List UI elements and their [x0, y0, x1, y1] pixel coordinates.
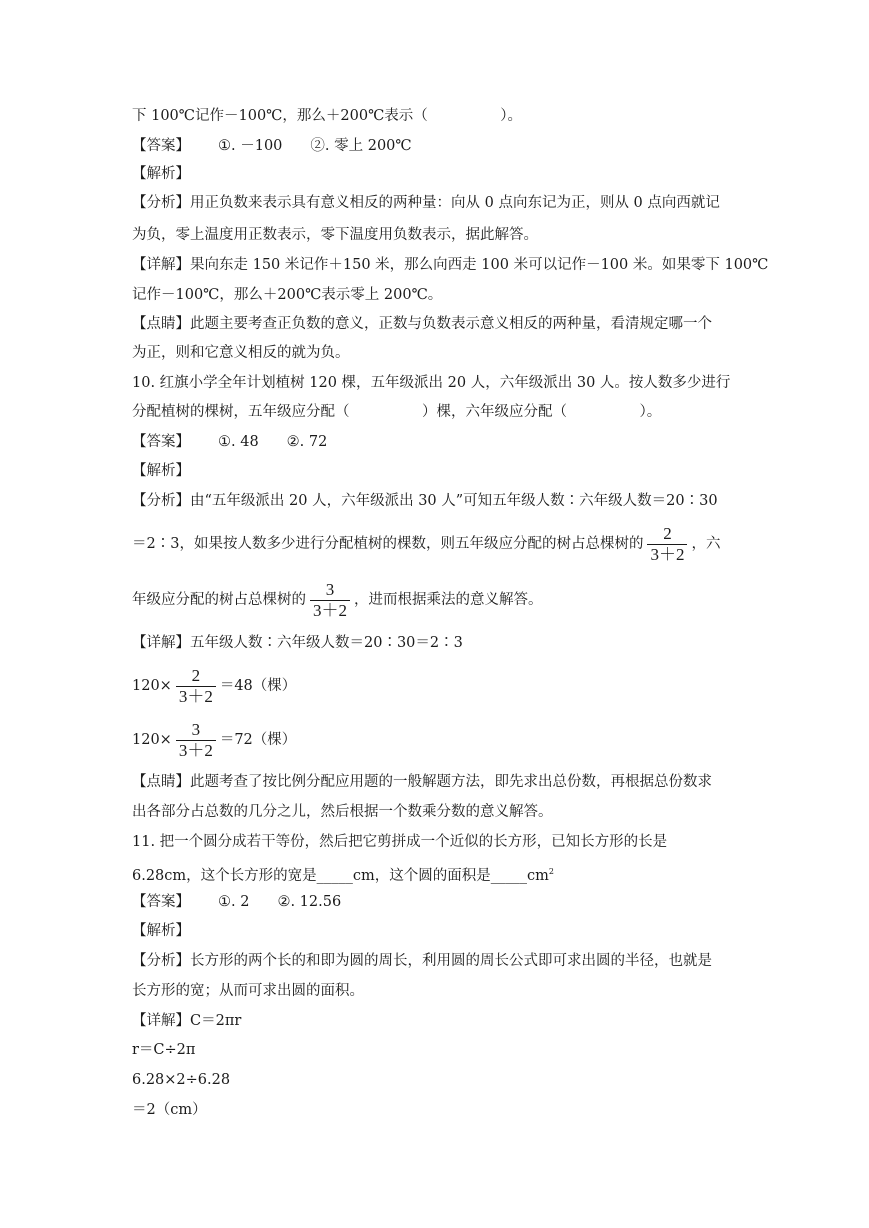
- fenxi-text: 年级应分配的树占总棵树的: [132, 592, 306, 608]
- fraction: [647, 524, 687, 565]
- calc-result: ＝72（棵）: [219, 732, 297, 748]
- xiangjie-text: 五年级人数∶六年级人数＝20∶30＝2∶3: [190, 635, 463, 651]
- q10-dianjing-line-1: [132, 772, 712, 792]
- q11-stem-text: 6.28cm，这个长方形的宽是_____cm，这个圆的面积是_____cm: [132, 867, 549, 884]
- dianjing-tag: 【点睛】: [132, 316, 190, 332]
- fenxi-text: 用正负数来表示具有意义相反的两种量：向从 0 点向东记为正，则从 0 点向西就记: [190, 195, 720, 211]
- dianjing-text: 此题主要考查正负数的意义，正数与负数表示意义相反的两种量，看清规定哪一个: [190, 316, 712, 332]
- answer-2: ②. 12.56: [277, 894, 342, 910]
- q11-line-2: r＝C÷2π: [132, 1042, 196, 1058]
- xiangjie-tag: 【详解】: [132, 1013, 190, 1029]
- q9-stem-tail: 下 100℃记作－100℃，那么＋200℃表示（ ）。: [132, 108, 523, 124]
- xiangjie-text: 果向东走 150 米记作＋150 米，那么向西走 100 米可以记作－100 米。如果零下 100℃: [190, 257, 769, 273]
- fraction-denominator: 3＋2: [310, 600, 350, 621]
- q11-xiangjie-line-1: [132, 1011, 241, 1031]
- fenxi-text: ，进而根据乘法的意义解答。: [354, 592, 543, 608]
- q10-fenxi-line-1: [132, 491, 718, 511]
- q11-line-4: ＝2（cm）: [132, 1102, 207, 1118]
- q10-analysis-tag: 【解析】: [132, 463, 190, 479]
- q10-calc-line-1: [132, 664, 296, 708]
- q11-line-3: 6.28×2÷6.28: [132, 1072, 231, 1088]
- q11-stem-line-1: 11. 把一个圆分成若干等份，然后把它剪拼成一个近似的长方形，已知长方形的长是: [132, 834, 668, 850]
- fenxi-tag: 【分析】: [132, 195, 190, 211]
- q11-analysis-tag: 【解析】: [132, 923, 190, 939]
- xiangjie-text: C＝2πr: [190, 1013, 242, 1029]
- q10-calc-line-2: [132, 718, 296, 762]
- q9-xiangjie-line-1: [132, 255, 768, 275]
- fenxi-text: ＝2∶3，如果按人数多少进行分配植树的棵数，则五年级应分配的树占总棵树的: [132, 536, 644, 552]
- fraction: [176, 666, 216, 707]
- answer-2: ②. 72: [286, 434, 328, 450]
- answer-tag: 【答案】: [132, 138, 190, 154]
- fraction-numerator: 2: [663, 523, 672, 543]
- q10-answer: [132, 432, 327, 452]
- q9-answer: [132, 136, 412, 156]
- fraction-numerator: 2: [191, 665, 201, 685]
- fenxi-tag: 【分析】: [132, 953, 190, 969]
- fraction-numerator: 3: [191, 719, 201, 739]
- q10-fenxi-line-2: [132, 522, 720, 566]
- fenxi-text: 由“五年级派出 20 人，六年级派出 30 人”可知五年级人数∶六年级人数＝20∶30: [190, 493, 718, 509]
- answer-1: ①. 2: [218, 894, 250, 910]
- q10-stem-line-1: 10. 红旗小学全年计划植树 120 棵，五年级派出 20 人，六年级派出 30 人。按人数多少进行: [132, 375, 731, 391]
- q9-xiangjie-line-2: 记作－100℃，那么＋200℃表示零上 200℃。: [132, 287, 443, 303]
- q9-fenxi-line-2: 为负，零上温度用正数表示，零下温度用负数表示，据此解答。: [132, 227, 538, 243]
- fraction-denominator: 3＋2: [176, 740, 216, 761]
- q10-xiangjie-line-1: [132, 633, 463, 653]
- answer-1: ①. －100: [218, 138, 283, 154]
- q10-fenxi-line-3: [132, 578, 543, 622]
- fenxi-tag: 【分析】: [132, 493, 190, 509]
- q11-fenxi-line-1: [132, 951, 712, 971]
- calc-result: ＝48（棵）: [219, 678, 297, 694]
- q9-fenxi-line-1: [132, 193, 720, 213]
- fraction-denominator: 3＋2: [647, 544, 687, 565]
- q9-dianjing-line-2: 为正，则和它意义相反的就为负。: [132, 345, 350, 361]
- fraction: [310, 580, 350, 621]
- fenxi-text: 长方形的两个长的和即为圆的周长，利用圆的周长公式即可求出圆的半径，也就是: [190, 953, 712, 969]
- q11-fenxi-line-2: 长方形的宽；从而可求出圆的面积。: [132, 983, 364, 999]
- q9-analysis-tag: 【解析】: [132, 166, 190, 182]
- answer-tag: 【答案】: [132, 894, 190, 910]
- calc-prefix: 120×: [132, 732, 172, 748]
- fraction-denominator: 3＋2: [176, 686, 216, 707]
- xiangjie-tag: 【详解】: [132, 257, 190, 273]
- q11-stem-line-2: [132, 862, 554, 886]
- superscript: 2: [548, 867, 554, 876]
- dianjing-tag: 【点睛】: [132, 774, 190, 790]
- fenxi-text: ，六: [691, 536, 721, 552]
- q10-stem-line-2: 分配植树的棵树，五年级应分配（ ）棵，六年级应分配（ ）。: [132, 404, 662, 420]
- xiangjie-tag: 【详解】: [132, 635, 190, 651]
- q10-dianjing-line-2: 出各部分占总数的几分之儿，然后根据一个数乘分数的意义解答。: [132, 804, 553, 820]
- q11-answer: [132, 892, 341, 912]
- answer-tag: 【答案】: [132, 434, 190, 450]
- calc-prefix: 120×: [132, 678, 172, 694]
- fraction: [176, 720, 216, 761]
- answer-1: ①. 48: [218, 434, 259, 450]
- fraction-numerator: 3: [325, 579, 335, 599]
- dianjing-text: 此题考查了按比例分配应用题的一般解题方法，即先求出总份数，再根据总份数求: [190, 774, 712, 790]
- q9-dianjing-line-1: [132, 314, 712, 334]
- answer-2: ②. 零上 200℃: [310, 138, 412, 154]
